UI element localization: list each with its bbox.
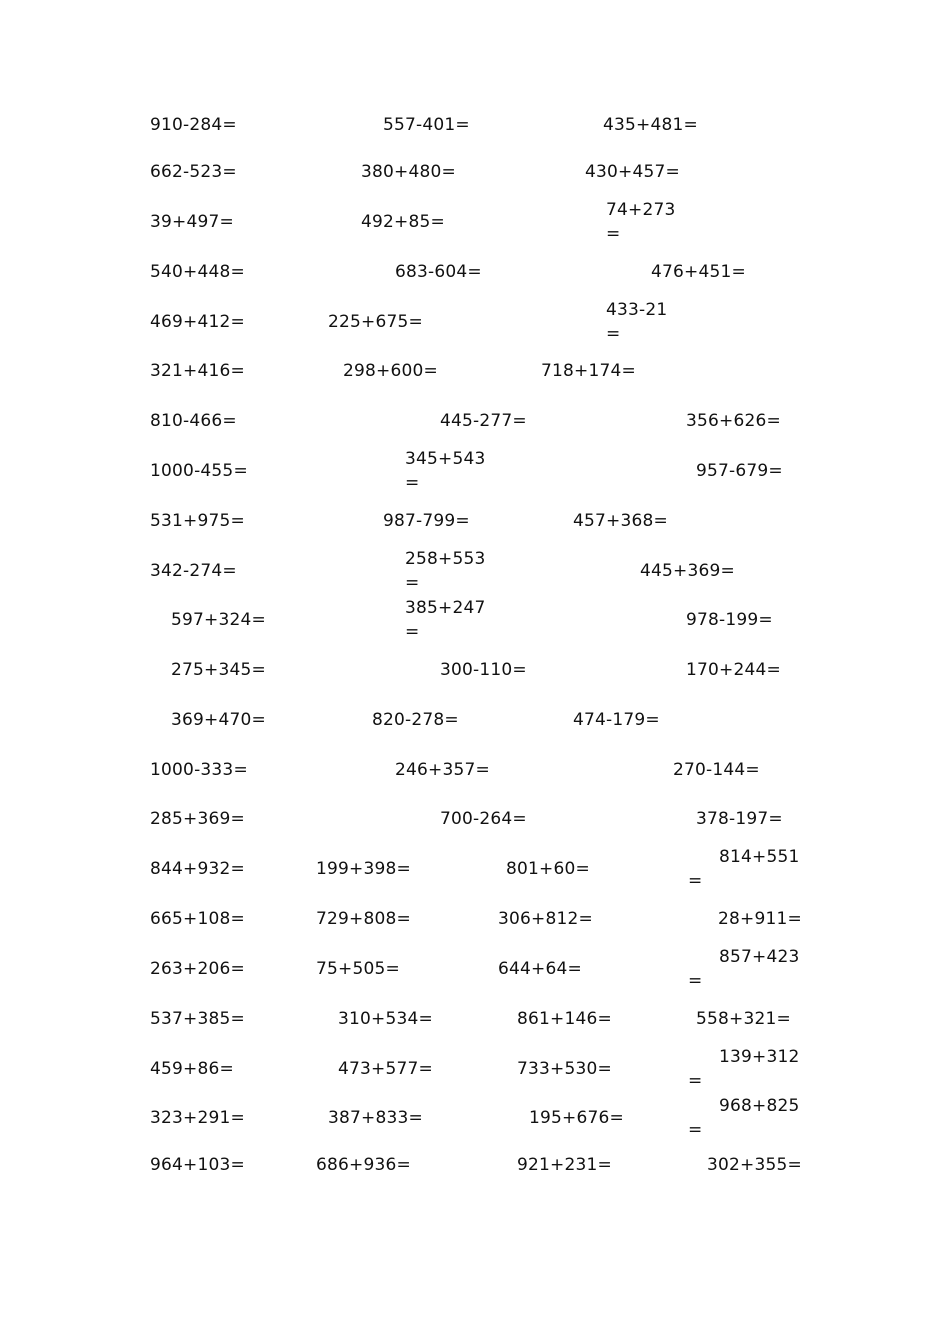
problem: 199+398=: [316, 859, 411, 879]
problem: [606, 198, 676, 246]
problem: 28+911=: [718, 909, 802, 929]
problem: 957-679=: [696, 461, 783, 481]
problem: 718+174=: [541, 361, 636, 381]
problem: 356+626=: [686, 411, 781, 431]
problem: 195+676=: [529, 1108, 624, 1128]
problem: 921+231=: [517, 1155, 612, 1175]
problem: 474-179=: [573, 710, 660, 730]
problem: 662-523=: [150, 162, 237, 182]
problem: 644+64=: [498, 959, 582, 979]
problem: 285+369=: [150, 809, 245, 829]
problem: 537+385=: [150, 1009, 245, 1029]
problem: 378-197=: [696, 809, 783, 829]
problem: 369+470=: [171, 710, 266, 730]
problem: 729+808=: [316, 909, 411, 929]
problem: 978-199=: [686, 610, 773, 630]
problem: 435+481=: [603, 115, 698, 135]
problem: 910-284=: [150, 115, 237, 135]
problem-expression: 139+312: [719, 1047, 800, 1067]
problem: 225+675=: [328, 312, 423, 332]
problem-equals: =: [688, 1120, 703, 1140]
problem: 476+451=: [651, 262, 746, 282]
problem: 492+85=: [361, 212, 445, 232]
problem: 306+812=: [498, 909, 593, 929]
problem-equals: =: [688, 971, 703, 991]
problem: 39+497=: [150, 212, 234, 232]
problem: 1000-333=: [150, 760, 248, 780]
problem-equals: =: [688, 871, 703, 891]
problem: 733+530=: [517, 1059, 612, 1079]
problem: 321+416=: [150, 361, 245, 381]
problem: [405, 447, 485, 495]
problem: 387+833=: [328, 1108, 423, 1128]
problem: 964+103=: [150, 1155, 245, 1175]
problem-eq-first: [688, 845, 798, 893]
problem-equals: =: [405, 473, 420, 493]
problem: 469+412=: [150, 312, 245, 332]
problem: 270-144=: [673, 760, 760, 780]
problem: [606, 298, 668, 346]
problem: 459+86=: [150, 1059, 234, 1079]
problem: 820-278=: [372, 710, 459, 730]
problem: 275+345=: [171, 660, 266, 680]
problem: [405, 596, 485, 644]
problem: 558+321=: [696, 1009, 791, 1029]
problem-expression: 385+247: [405, 598, 486, 618]
problem: 310+534=: [338, 1009, 433, 1029]
problem: 1000-455=: [150, 461, 248, 481]
problem-expression: 968+825: [719, 1096, 800, 1116]
problem: 683-604=: [395, 262, 482, 282]
problem: [405, 547, 485, 595]
problem-equals: =: [606, 224, 621, 244]
problem: 75+505=: [316, 959, 400, 979]
problem-equals: =: [405, 573, 420, 593]
problem: 700-264=: [440, 809, 527, 829]
problem: 531+975=: [150, 511, 245, 531]
problem: 810-466=: [150, 411, 237, 431]
problem: 540+448=: [150, 262, 245, 282]
problem: 445-277=: [440, 411, 527, 431]
problem: 686+936=: [316, 1155, 411, 1175]
problem-expression: 433-21: [606, 300, 668, 320]
problem: 801+60=: [506, 859, 590, 879]
problem: 170+244=: [686, 660, 781, 680]
problem-expression: 258+553: [405, 549, 486, 569]
problem: 597+324=: [171, 610, 266, 630]
problem: 298+600=: [343, 361, 438, 381]
problem: 342-274=: [150, 561, 237, 581]
problem: 861+146=: [517, 1009, 612, 1029]
problem: 987-799=: [383, 511, 470, 531]
problem-expression: 814+551: [719, 847, 800, 867]
problem: 457+368=: [573, 511, 668, 531]
problem: 302+355=: [707, 1155, 802, 1175]
problem-equals: =: [688, 1071, 703, 1091]
problem: 300-110=: [440, 660, 527, 680]
problem: 665+108=: [150, 909, 245, 929]
problem: 263+206=: [150, 959, 245, 979]
problem: 323+291=: [150, 1108, 245, 1128]
problem: 844+932=: [150, 859, 245, 879]
problem: 246+357=: [395, 760, 490, 780]
problem-eq-first: [688, 945, 798, 993]
problem-equals: =: [606, 324, 621, 344]
problem-equals: =: [405, 622, 420, 642]
problem-eq-first: [688, 1094, 798, 1142]
problem-eq-first: [688, 1045, 798, 1093]
problem-expression: 857+423: [719, 947, 800, 967]
problem: 445+369=: [640, 561, 735, 581]
problem: 473+577=: [338, 1059, 433, 1079]
problem-expression: 345+543: [405, 449, 486, 469]
problem: 380+480=: [361, 162, 456, 182]
problem-expression: 74+273: [606, 200, 676, 220]
problem: 557-401=: [383, 115, 470, 135]
problem: 430+457=: [585, 162, 680, 182]
